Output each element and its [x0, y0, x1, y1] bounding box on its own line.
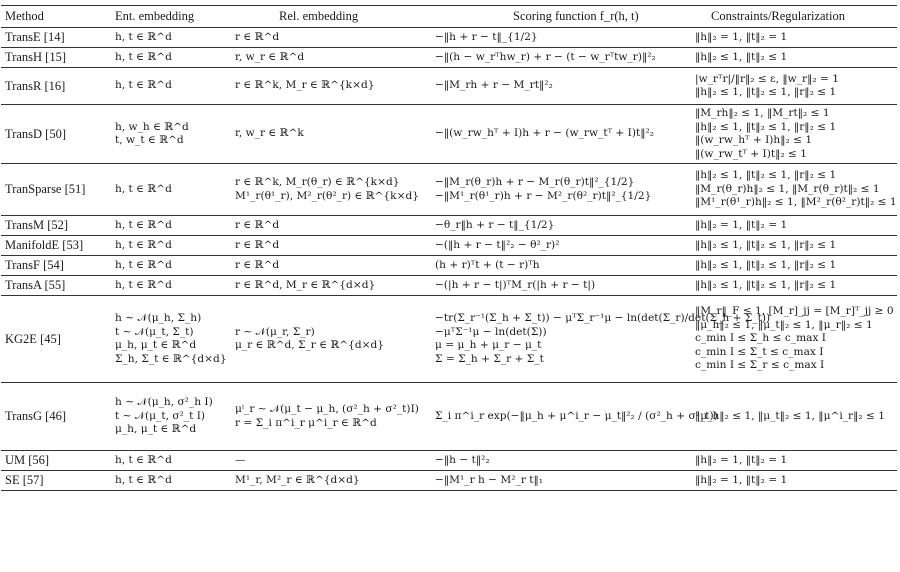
constraints-cell — [691, 48, 897, 68]
rel-embedding-cell — [231, 164, 421, 216]
rel-embedding-cell — [231, 216, 421, 236]
rel-embedding-cell — [231, 276, 421, 296]
scoring-function-line: −(|h + r − t|)ᵀM_r(|h + r − t|) — [435, 278, 596, 291]
constraints-cell — [691, 383, 897, 451]
rel-embedding-line: r ∈ ℝ^d — [235, 258, 280, 271]
constraints-line: c_min I ≤ Σ_t ≤ c_max I — [695, 345, 824, 358]
rel-embedding-cell — [231, 471, 421, 491]
constraints-cell — [691, 216, 897, 236]
ent-embedding-cell — [111, 471, 231, 491]
ent-embedding-line: t ∼ 𝒩(μ_t, Σ_t) — [115, 325, 194, 338]
constraints-line: ‖h‖₂ ≤ 1, ‖t‖₂ ≤ 1, ‖r‖₂ ≤ 1 — [695, 86, 837, 98]
table-row — [1, 105, 897, 164]
method-cell: TransG [46] — [1, 383, 111, 451]
rel-embedding-line: r ∈ ℝ^d, M_r ∈ ℝ^{d×d} — [235, 278, 376, 291]
scoring-function-line: −tr(Σ_r⁻¹(Σ_h + Σ_t)) − μᵀΣ_r⁻¹μ − ln(det(Σ_r)/det(Σ_h + Σ_t)) — [435, 312, 771, 324]
ent-embedding-line: Σ_h, Σ_t ∈ ℝ^{d×d} — [115, 352, 227, 365]
constraints-line: ‖M_rh‖₂ ≤ 1, ‖M_rt‖₂ ≤ 1 — [695, 107, 830, 119]
constraints-cell — [691, 236, 897, 256]
rel-embedding-line: r ∈ ℝ^k, M_r ∈ ℝ^{k×d} — [235, 79, 375, 92]
constraints-cell — [691, 276, 897, 296]
rel-embedding-cell — [231, 236, 421, 256]
rel-embedding-cell — [231, 256, 421, 276]
translational-models-table — [1, 5, 897, 491]
method-cell: TransA [55] — [1, 276, 111, 296]
scoring-function-line: μ = μ_h + μ_r − μ_t — [435, 339, 542, 351]
method-cell: TransE [14] — [1, 28, 111, 48]
constraints-cell — [691, 105, 897, 164]
constraints-cell — [691, 28, 897, 48]
rel-embedding-cell — [231, 296, 421, 383]
ent-embedding-line: μ_h, μ_t ∈ ℝ^d — [115, 339, 197, 351]
ent-embedding-cell — [111, 28, 231, 48]
table-row — [1, 451, 897, 471]
ent-embedding-cell — [111, 296, 231, 383]
ent-embedding-cell — [111, 383, 231, 451]
table-row — [1, 256, 897, 276]
ent-embedding-line: h, t ∈ ℝ^d — [115, 218, 172, 231]
scoring-function-cell — [421, 164, 691, 216]
scoring-function-line: −μᵀΣ⁻¹μ − ln(det(Σ)) — [435, 325, 547, 338]
ent-embedding-line: h, t ∈ ℝ^d — [115, 79, 172, 92]
rel-embedding-line: r ∼ 𝒩(μ_r, Σ_r) — [235, 325, 315, 338]
scoring-function-cell — [421, 216, 691, 236]
scoring-function-line: Σ_i π^i_r exp(−‖μ_h + μ^i_r − μ_t‖²₂ / (σ²_h + σ²_t)) — [435, 409, 718, 422]
ent-embedding-cell — [111, 105, 231, 164]
rel-embedding-cell — [231, 451, 421, 471]
scoring-function-line: −‖(h − w_rᵀhw_r) + r − (t − w_rᵀtw_r)‖²₂ — [435, 50, 656, 63]
ent-embedding-cell — [111, 68, 231, 105]
scoring-function-line: −‖M¹_r h − M²_r t‖₁ — [435, 473, 544, 486]
constraints-line: ‖h‖₂ ≤ 1, ‖t‖₂ ≤ 1, ‖r‖₂ ≤ 1 — [695, 169, 837, 182]
ent-embedding-cell — [111, 451, 231, 471]
constraints-line: c_min I ≤ Σ_r ≤ c_max I — [695, 359, 825, 372]
rel-embedding-line: r, w_r ∈ ℝ^d — [235, 50, 305, 63]
scoring-function-line: −θ_r‖h + r − t‖_{1/2} — [435, 218, 555, 231]
scoring-function-cell — [421, 28, 691, 48]
constraints-line: ‖h‖₂ ≤ 1, ‖t‖₂ ≤ 1 — [695, 50, 788, 63]
rel-embedding-cell — [231, 383, 421, 451]
scoring-function-cell — [421, 256, 691, 276]
constraints-cell — [691, 471, 897, 491]
table-row — [1, 28, 897, 48]
header-constraints: Constraints/Regularization — [691, 6, 897, 28]
scoring-function-cell — [421, 68, 691, 105]
table-body — [1, 28, 897, 491]
constraints-line: ‖M¹_r(θ¹_r)h‖₂ ≤ 1, ‖M²_r(θ²_r)t‖₂ ≤ 1 — [695, 196, 897, 209]
rel-embedding-line: r = Σ_i π^i_r μ^i_r ∈ ℝ^d — [235, 416, 377, 429]
scoring-function-line: −‖(w_rw_hᵀ + I)h + r − (w_rw_tᵀ + I)t‖²₂ — [435, 127, 655, 140]
rel-embedding-line: μ_r ∈ ℝ^d, Σ_r ∈ ℝ^{d×d} — [235, 339, 385, 351]
constraints-line: ‖μ_h‖₂ ≤ 1, ‖μ_t‖₂ ≤ 1, ‖μ_r‖₂ ≤ 1 — [695, 318, 873, 331]
constraints-cell — [691, 451, 897, 471]
rel-embedding-line: r ∈ ℝ^d — [235, 218, 280, 231]
header-method: Method — [1, 6, 111, 28]
header-rel-embedding: Rel. embedding — [231, 6, 421, 28]
method-cell: UM [56] — [1, 451, 111, 471]
scoring-function-line: −(‖h + r − t‖²₂ − θ²_r)² — [435, 238, 560, 251]
scoring-function-cell — [421, 236, 691, 256]
table-row — [1, 276, 897, 296]
scoring-function-line: (h + r)ᵀt + (t − r)ᵀh — [435, 258, 540, 271]
method-cell: ManifoldE [53] — [1, 236, 111, 256]
header-row — [1, 6, 897, 28]
rel-embedding-cell — [231, 28, 421, 48]
constraints-line: |w_rᵀr|/‖r‖₂ ≤ ε, ‖w_r‖₂ = 1 — [695, 72, 840, 85]
rel-embedding-line: r ∈ ℝ^d — [235, 30, 280, 43]
ent-embedding-line: h, t ∈ ℝ^d — [115, 278, 172, 291]
scoring-function-cell — [421, 105, 691, 164]
method-cell: SE [57] — [1, 471, 111, 491]
constraints-line: ‖(w_rw_tᵀ + I)t‖₂ ≤ 1 — [695, 147, 808, 160]
rel-embedding-cell — [231, 48, 421, 68]
rel-embedding-line: M¹_r(θ¹_r), M²_r(θ²_r) ∈ ℝ^{k×d} — [235, 189, 419, 202]
constraints-line: ‖h‖₂ ≤ 1, ‖t‖₂ ≤ 1, ‖r‖₂ ≤ 1 — [695, 120, 837, 133]
constraints-cell — [691, 256, 897, 276]
ent-embedding-line: h, w_h ∈ ℝ^d — [115, 120, 189, 133]
constraints-cell — [691, 68, 897, 105]
constraints-line: ‖h‖₂ ≤ 1, ‖t‖₂ ≤ 1, ‖r‖₂ ≤ 1 — [695, 278, 837, 291]
ent-embedding-line: h, t ∈ ℝ^d — [115, 238, 172, 251]
ent-embedding-cell — [111, 236, 231, 256]
table-row — [1, 296, 897, 383]
method-cell: TransR [16] — [1, 68, 111, 105]
rel-embedding-line: r ∈ ℝ^d — [235, 238, 280, 251]
constraints-line: ‖h‖₂ = 1, ‖t‖₂ = 1 — [695, 473, 788, 486]
scoring-function-cell — [421, 383, 718, 451]
constraints-line: ‖M_r(θ_r)h‖₂ ≤ 1, ‖M_r(θ_r)t‖₂ ≤ 1 — [695, 182, 880, 195]
table-row — [1, 68, 897, 105]
ent-embedding-cell — [111, 276, 231, 296]
rel-embedding-line: μⁱ_r ∼ 𝒩(μ_t − μ_h, (σ²_h + σ²_t)I) — [235, 403, 419, 415]
method-cell: TransF [54] — [1, 256, 111, 276]
ent-embedding-line: h, t ∈ ℝ^d — [115, 50, 172, 63]
table-row — [1, 236, 897, 256]
method-cell: TranSparse [51] — [1, 164, 111, 216]
table-row — [1, 164, 897, 216]
constraints-line: ‖h‖₂ ≤ 1, ‖t‖₂ ≤ 1, ‖r‖₂ ≤ 1 — [695, 238, 837, 251]
scoring-function-cell — [421, 451, 691, 471]
scoring-function-line: −‖M_r(θ_r)h + r − M_r(θ_r)t‖²_{1/2} — [435, 176, 635, 188]
constraints-line: ‖μ_h‖₂ ≤ 1, ‖μ_t‖₂ ≤ 1, ‖μ^i_r‖₂ ≤ 1 — [695, 409, 885, 422]
constraints-line: c_min I ≤ Σ_h ≤ c_max I — [695, 332, 826, 345]
scoring-function-cell — [421, 276, 691, 296]
constraints-line: ‖h‖₂ = 1, ‖t‖₂ = 1 — [695, 30, 788, 43]
method-cell: KG2E [45] — [1, 296, 111, 383]
scoring-function-line: −‖M¹_r(θ¹_r)h + r − M²_r(θ²_r)t‖²_{1/2} — [435, 189, 652, 202]
table-row — [1, 383, 897, 451]
ent-embedding-line: t ∼ 𝒩(μ_t, σ²_t I) — [115, 409, 206, 422]
scoring-function-line: −‖M_rh + r − M_rt‖²₂ — [435, 79, 553, 92]
method-cell: TransH [15] — [1, 48, 111, 68]
rel-embedding-line: M¹_r, M²_r ∈ ℝ^{d×d} — [235, 473, 360, 486]
rel-embedding-cell — [231, 68, 421, 105]
header-scoring-function: Scoring function f_r(h, t) — [421, 6, 691, 28]
ent-embedding-line: μ_h, μ_t ∈ ℝ^d — [115, 423, 197, 436]
ent-embedding-line: h, t ∈ ℝ^d — [115, 258, 172, 271]
ent-embedding-line: h ∼ 𝒩(μ_h, Σ_h) — [115, 312, 202, 324]
constraints-line: ‖h‖₂ = 1, ‖t‖₂ = 1 — [695, 453, 788, 466]
ent-embedding-line: h, t ∈ ℝ^d — [115, 182, 172, 195]
scoring-function-line: −‖h − t‖²₂ — [435, 453, 490, 466]
ent-embedding-line: h ∼ 𝒩(μ_h, σ²_h I) — [115, 396, 213, 409]
constraints-cell — [691, 296, 897, 383]
scoring-function-cell — [421, 471, 691, 491]
table-row — [1, 48, 897, 68]
method-cell: TransM [52] — [1, 216, 111, 236]
constraints-cell — [691, 164, 897, 216]
constraints-line: ‖h‖₂ = 1, ‖t‖₂ = 1 — [695, 218, 788, 231]
ent-embedding-line: h, t ∈ ℝ^d — [115, 30, 172, 43]
scoring-function-line: Σ = Σ_h + Σ_r + Σ_t — [435, 352, 544, 365]
constraints-line: ‖h‖₂ ≤ 1, ‖t‖₂ ≤ 1, ‖r‖₂ ≤ 1 — [695, 258, 837, 271]
rel-embedding-cell — [231, 105, 421, 164]
header-ent-embedding: Ent. embedding — [111, 6, 231, 28]
rel-embedding-line: r, w_r ∈ ℝ^k — [235, 127, 304, 140]
table-row — [1, 471, 897, 491]
ent-embedding-cell — [111, 164, 231, 216]
rel-embedding-line: — — [235, 453, 246, 466]
constraints-line: ‖M_r‖_F ≤ 1, [M_r]_jj = [M_r]ᵀ_jj ≥ 0 — [695, 305, 894, 318]
ent-embedding-cell — [111, 256, 231, 276]
scoring-function-cell — [421, 48, 691, 68]
ent-embedding-cell — [111, 48, 231, 68]
ent-embedding-cell — [111, 216, 231, 236]
constraints-line: ‖(w_rw_hᵀ + I)h‖₂ ≤ 1 — [695, 134, 813, 146]
method-cell: TransD [50] — [1, 105, 111, 164]
ent-embedding-line: h, t ∈ ℝ^d — [115, 473, 172, 486]
table-row — [1, 216, 897, 236]
ent-embedding-line: t, w_t ∈ ℝ^d — [115, 134, 184, 146]
scoring-function-line: −‖h + r − t‖_{1/2} — [435, 30, 538, 43]
rel-embedding-line: r ∈ ℝ^k, M_r(θ_r) ∈ ℝ^{k×d} — [235, 176, 400, 188]
ent-embedding-line: h, t ∈ ℝ^d — [115, 453, 172, 466]
